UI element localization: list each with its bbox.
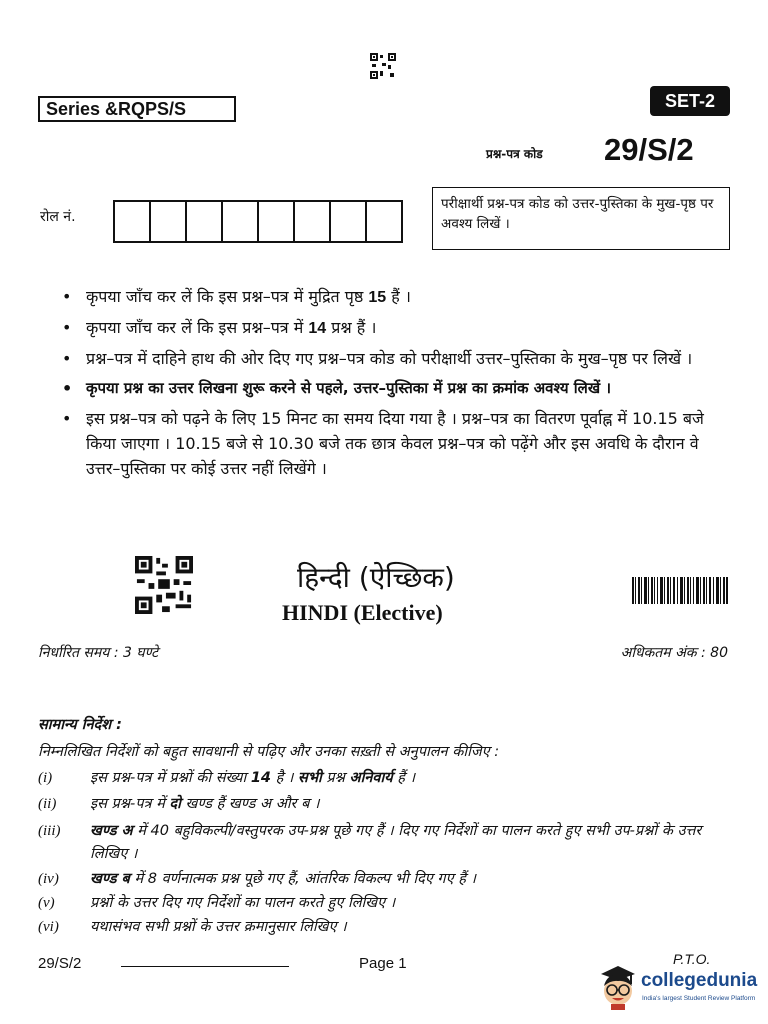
mascot-face-icon: [597, 960, 639, 1010]
instruction-number: (i): [38, 770, 53, 786]
instruction-item: [38, 767, 738, 790]
roll-number-boxes: [113, 200, 403, 243]
instruction-text: यथासंभव सभी प्रश्नों के उत्तर क्रमानुसार लिखिए ।: [90, 919, 347, 935]
text: इस प्रश्न-पत्र में: [90, 796, 170, 812]
instruction-text: [90, 767, 738, 790]
text: इस प्रश्न-पत्र में प्रश्नों की संख्या: [90, 770, 251, 786]
roll-box: [367, 202, 403, 241]
instruction-item: [38, 916, 738, 939]
bullet-item: [62, 284, 712, 310]
text: हैं ।: [392, 770, 416, 786]
bullet-text: प्रश्न हैं ।: [326, 318, 377, 337]
page-count: 15: [368, 289, 387, 306]
footer-paper-code: 29/S/2: [38, 955, 82, 972]
pto-label: P.T.O.: [673, 951, 711, 967]
subject-title-english: HINDI (Elective): [282, 600, 443, 625]
roll-box: [223, 202, 259, 241]
roll-box: [259, 202, 295, 241]
text: खण्ड हैं खण्ड अ और ब ।: [180, 796, 320, 812]
barcode-icon: [632, 577, 728, 604]
general-instructions-title: सामान्य निर्देश :: [38, 717, 122, 733]
instruction-item: [38, 793, 738, 816]
bold-text: अनिवार्य: [349, 770, 393, 786]
series-label: Series &RQPS/S: [38, 96, 236, 122]
brand-name: collegedunia: [641, 970, 758, 991]
time-allowed: निर्धारित समय : 3 घण्टे: [38, 645, 159, 661]
roll-box: [151, 202, 187, 241]
subject-title-hindi: हिन्दी (ऐच्छिक): [297, 561, 455, 594]
bold-text: खण्ड अ: [90, 823, 133, 839]
bullet-item: • प्रश्न–पत्र में दाहिने हाथ की ओर दिए गए प्रश्न–पत्र कोड को परीक्षार्थी उत्तर–पुस्तिका के मुख–पृष्ठ पर लिखें ।: [62, 346, 712, 371]
page-number: Page 1: [359, 955, 407, 972]
instruction-number: (iv): [38, 871, 59, 887]
text: प्रश्न: [321, 770, 350, 786]
instruction-number: (vi): [38, 919, 59, 935]
roll-box: [331, 202, 367, 241]
instruction-text: प्रश्नों के उत्तर दिए गए निर्देशों का पालन करते हुए लिखिए ।: [90, 895, 396, 911]
bold-text: खण्ड ब: [90, 871, 130, 887]
instruction-text: [90, 868, 738, 891]
instruction-item: [38, 868, 738, 891]
qr-code-icon: [134, 556, 194, 614]
instruction-item: [38, 820, 738, 866]
bullet-item: • इस प्रश्न–पत्र को पढ़ने के लिए 15 मिनट का समय दिया गया है । प्रश्न–पत्र का वितरण पूर्वाह्न में 10.15 बजे किया जाएगा । 10.15 बजे से 10.30 बजे तक छात्र केवल प्रश्न–पत्र को पढ़ेंगे और इस अवधि के दौरान वे उत्तर–पुस्तिका पर कोई उत्तर नहीं लिखेंगे ।: [62, 406, 712, 481]
roll-box: [115, 202, 151, 241]
bullet-item: • कृपया प्रश्न का उत्तर लिखना शुरू करने से पहले, उत्तर–पुस्तिका में प्रश्न का क्रमांक अवश्य लिखें ।: [62, 376, 712, 401]
candidate-instructions: [62, 284, 712, 486]
bold-text: सभी: [298, 770, 322, 786]
set-badge: SET-2: [650, 86, 730, 116]
qr-code-small-icon: [370, 53, 396, 79]
bullet-item: [62, 315, 712, 341]
footer-divider: [121, 966, 289, 967]
roll-box: [295, 202, 331, 241]
bullet-text: कृपया जाँच कर लें कि इस प्रश्न–पत्र में मुद्रित पृष्ठ: [86, 287, 369, 306]
text: में 8 वर्णनात्मक प्रश्न पूछे गए हैं, आंतरिक विकल्प भी दिए गए हैं ।: [129, 871, 477, 887]
bullet-text: हैं ।: [386, 287, 411, 306]
maximum-marks: अधिकतम अंक : 80: [620, 645, 728, 661]
bullet-text: कृपया जाँच कर लें कि इस प्रश्न–पत्र में: [86, 318, 309, 337]
question-count: 14: [308, 320, 327, 337]
paper-code-label: प्रश्न-पत्र कोड: [486, 147, 543, 161]
roll-number-label: रोल नं.: [40, 209, 76, 225]
instruction-number: (ii): [38, 796, 57, 812]
instruction-number: (iii): [38, 823, 61, 839]
text: है ।: [271, 770, 299, 786]
instruction-number: (v): [38, 895, 55, 911]
code-note-box: परीक्षार्थी प्रश्न-पत्र कोड को उत्तर-पुस्तिका के मुख-पृष्ठ पर अवश्य लिखें ।: [432, 187, 730, 250]
bold-text: 14: [250, 770, 272, 786]
text: में 40 बहुविकल्पी/वस्तुपरक उप-प्रश्न पूछे गए हैं । दिए गए निर्देशों का पालन करते हुए सभी उप-प्रश्नों के उत्तर लिखिए ।: [90, 823, 702, 862]
brand-tagline: India's largest Student Review Platform: [642, 995, 756, 1002]
instruction-text: [90, 820, 738, 866]
paper-code-value: 29/S/2: [604, 132, 694, 167]
bold-text: दो: [169, 796, 181, 812]
collegedunia-logo[interactable]: [597, 960, 757, 1010]
instruction-text: [90, 793, 738, 816]
instruction-item: [38, 892, 738, 915]
general-instructions-intro: निम्नलिखित निर्देशों को बहुत सावधानी से पढ़िए और उनका सख़्ती से अनुपालन कीजिए :: [38, 744, 500, 760]
roll-box: [187, 202, 223, 241]
